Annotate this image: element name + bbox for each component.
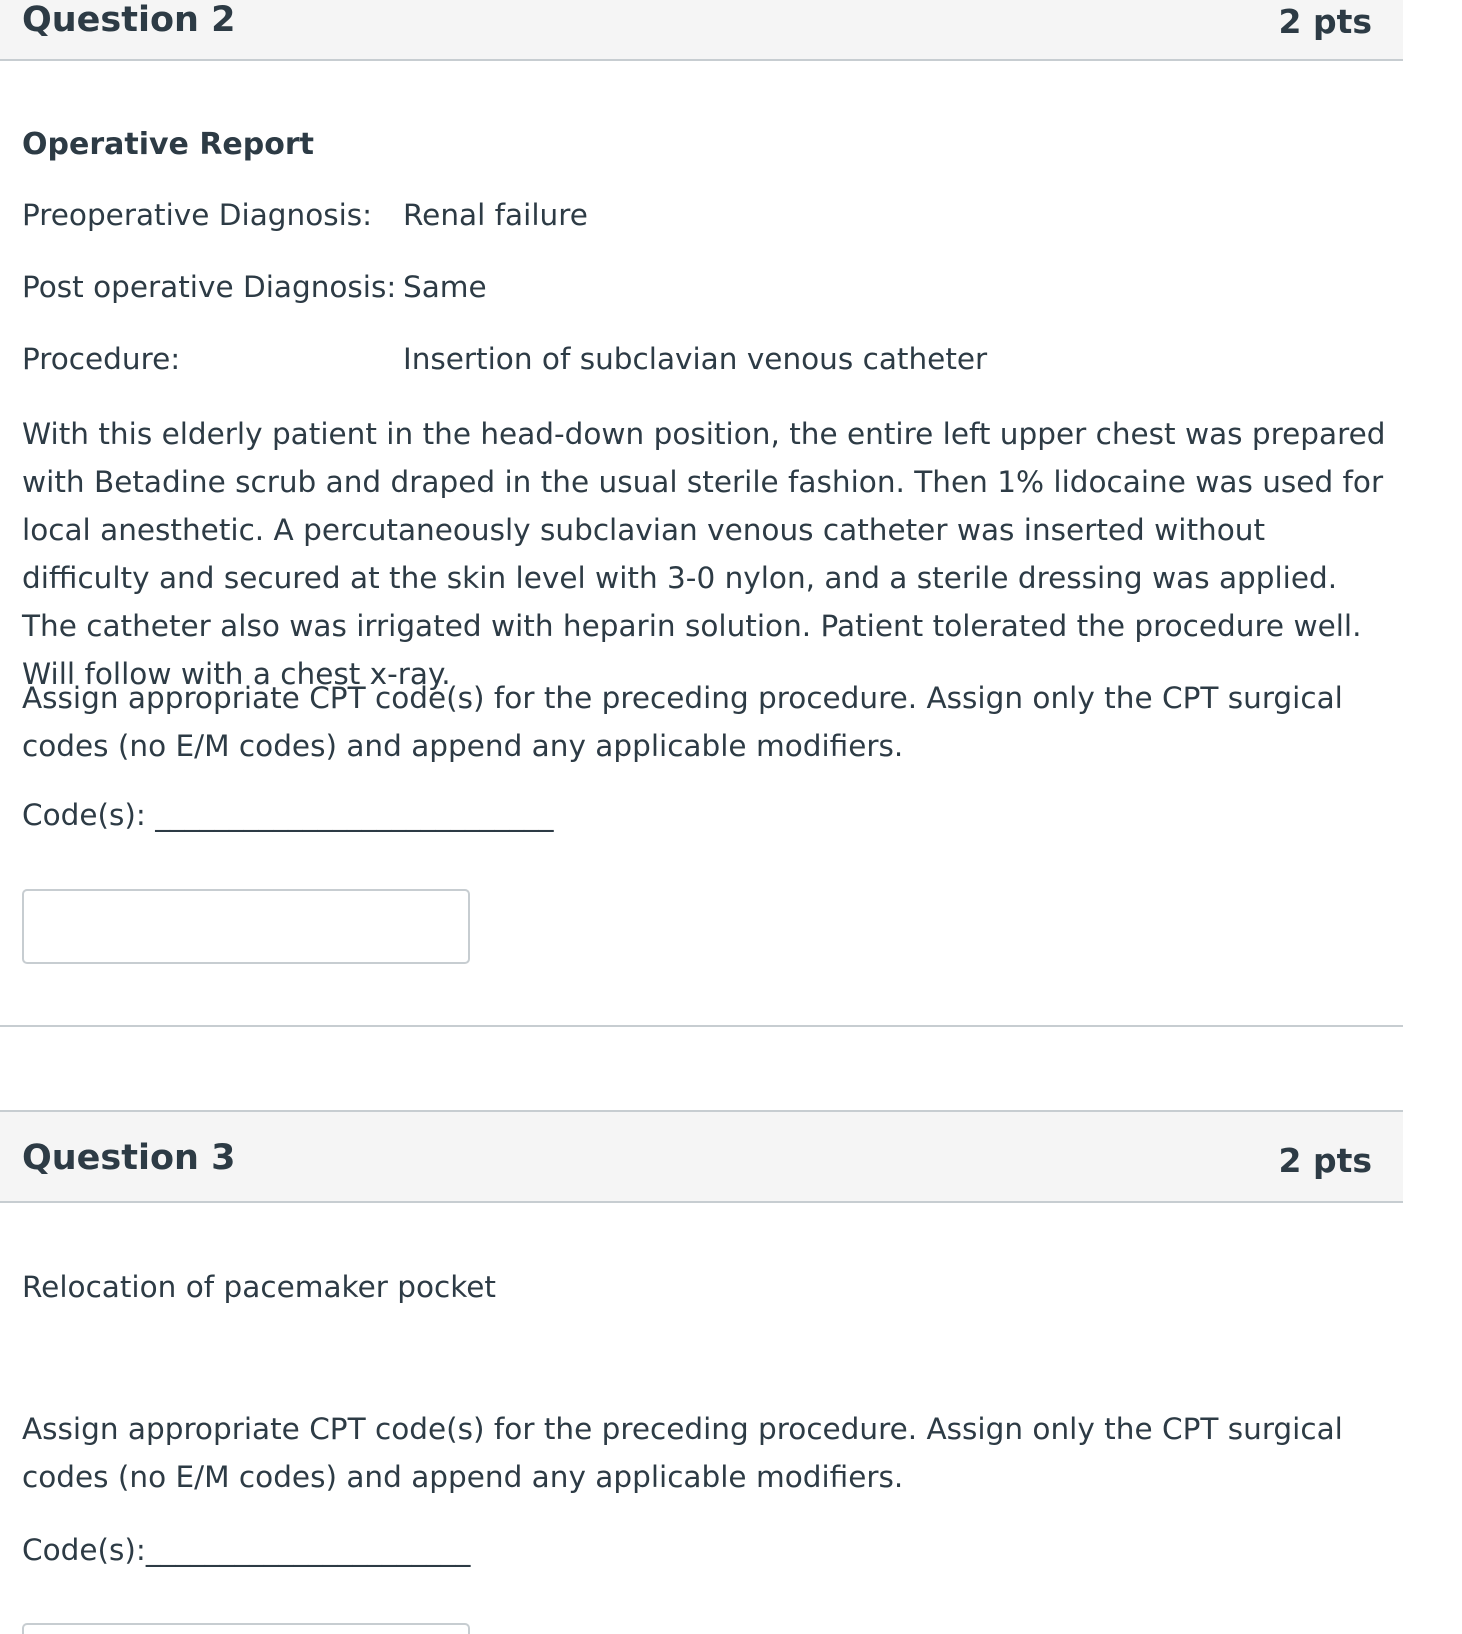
procedure-value: Insertion of subclavian venous catheter [403,342,988,376]
question-3-instruction: Assign appropriate CPT code(s) for the preceding procedure. Assign only the CPT surgical codes (no E/M codes) and append any applicable modifiers. [22,1412,1343,1494]
question-3-code-line: Code(s):______________________ [22,1533,471,1567]
question-2-code-line: Code(s): ___________________________ [22,798,554,832]
question-3-points: 2 pts [1278,1141,1372,1180]
question-3-procedure: Relocation of pacemaker pocket [22,1270,496,1304]
preop-diagnosis-label: Preoperative Diagnosis: [22,198,373,232]
procedure-label: Procedure: [22,342,181,376]
postop-diagnosis-label: Post operative Diagnosis: [22,270,397,304]
question-3-answer-input[interactable] [22,1623,470,1634]
question-2-title: Question 2 [22,0,236,40]
question-divider [0,1025,1403,1027]
question-2-header [0,0,1403,61]
report-title: Operative Report [22,127,315,162]
question-3-header [0,1110,1403,1203]
question-2-points: 2 pts [1278,2,1372,41]
preop-diagnosis-value: Renal failure [403,198,588,232]
question-2-answer-input[interactable] [22,889,470,964]
postop-diagnosis-value: Same [403,270,487,304]
operative-narrative: With this elderly patient in the head-down position, the entire left upper chest was prepared with Betadine scrub and draped in the usual sterile fashion. Then 1% lidocaine was used for local anesthetic. A percutaneously subclavian venous catheter was inserted without difficulty and secured at the skin level with 3-0 nylon, and a sterile dressing was applied. The catheter also was irrigated with heparin solution. Patient tolerated the procedure well. Will follow with a chest x-ray. [22,417,1386,691]
question-3-title: Question 3 [22,1138,236,1178]
question-2-instruction: Assign appropriate CPT code(s) for the preceding procedure. Assign only the CPT surgical codes (no E/M codes) and append any applicable modifiers. [22,681,1343,763]
